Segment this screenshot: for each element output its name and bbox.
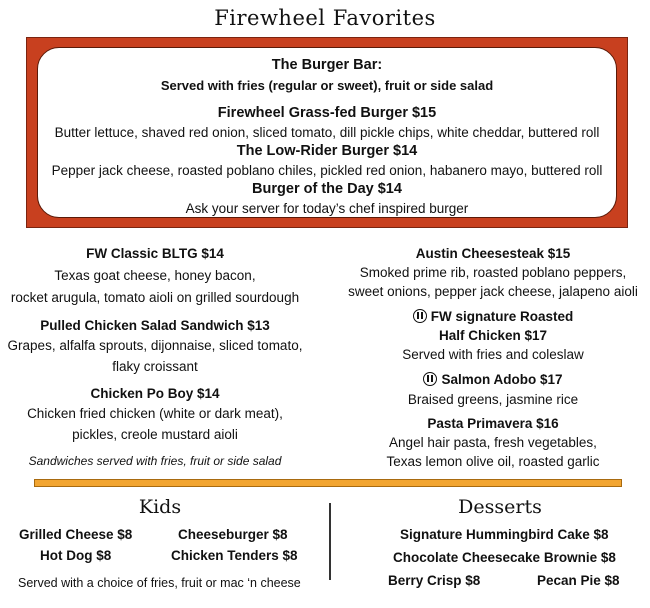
menu-item-description: Served with fries and coleslaw	[402, 347, 584, 362]
menu-item-title: Pasta Primavera $16	[427, 416, 559, 431]
menu-item-description: Smoked prime rib, roasted poblano peppers,	[359, 265, 627, 280]
local-farm-icon	[423, 372, 437, 386]
menu-item-title	[340, 372, 646, 387]
menu-item-title: FW Classic BLTG $14	[86, 246, 224, 261]
section-divider-bar	[34, 479, 622, 487]
menu-item-title: Chicken Po Boy $14	[90, 386, 220, 401]
burger-item-description: Ask your server for today’s chef inspired burger	[185, 201, 469, 216]
menu-item-description: sweet onions, pepper jack cheese, jalapeno aioli	[348, 284, 638, 299]
menu-item-description: Texas goat cheese, honey bacon,	[54, 268, 256, 283]
kids-heading: Kids	[138, 496, 182, 518]
local-farm-icon	[413, 309, 427, 323]
menu-item-description: flaky croissant	[112, 359, 198, 374]
kids-desserts-divider	[329, 503, 331, 580]
menu-item-title: Half Chicken $17	[438, 328, 548, 343]
burger-item-name: Firewheel Grass-fed Burger $15	[217, 105, 437, 121]
desserts-heading: Desserts	[458, 496, 542, 518]
dessert-item: Berry Crisp $8	[388, 573, 481, 588]
page-title: Firewheel Favorites	[214, 6, 436, 30]
menu-item-description: Braised greens, jasmine rice	[407, 392, 579, 407]
menu-item-title-text: Salmon Adobo $17	[441, 372, 563, 387]
burger-item-description: Butter lettuce, shaved red onion, sliced tomato, dill pickle chips, white cheddar, buttered roll	[54, 125, 600, 140]
burger-bar-subheading: Served with fries (regular or sweet), fruit or side salad	[160, 78, 494, 93]
menu-item-title-text: FW signature Roasted	[430, 309, 574, 324]
kids-item: Chicken Tenders $8	[171, 548, 298, 563]
menu-item-description: Chicken fried chicken (white or dark meat),	[27, 406, 283, 421]
burger-item-name: The Low-Rider Burger $14	[236, 143, 418, 159]
dessert-item: Chocolate Cheesecake Brownie $8	[393, 550, 616, 565]
dessert-item: Signature Hummingbird Cake $8	[400, 527, 609, 542]
menu-item-description: Grapes, alfalfa sprouts, dijonnaise, sliced tomato,	[7, 338, 303, 353]
kids-item: Grilled Cheese $8	[19, 527, 133, 542]
dessert-item: Pecan Pie $8	[537, 573, 620, 588]
burger-bar-heading: The Burger Bar:	[271, 57, 383, 73]
menu-item-title: Pulled Chicken Salad Sandwich $13	[40, 318, 270, 333]
menu-item-description: rocket arugula, tomato aioli on grilled sourdough	[10, 290, 300, 305]
menu-item-title	[340, 309, 646, 324]
entree-column-right	[340, 0, 646, 480]
sandwich-note: Sandwiches served with fries, fruit or side salad	[28, 454, 282, 468]
menu-item-description: Texas lemon olive oil, roasted garlic	[386, 454, 600, 469]
kids-item: Cheeseburger $8	[178, 527, 288, 542]
menu-item-title: Austin Cheesesteak $15	[415, 246, 571, 261]
kids-item: Hot Dog $8	[40, 548, 112, 563]
menu-item-description: Angel hair pasta, fresh vegetables,	[389, 435, 597, 450]
burger-item-name: Burger of the Day $14	[252, 181, 402, 197]
burger-item-description: Pepper jack cheese, roasted poblano chiles, pickled red onion, habanero mayo, buttered roll	[51, 163, 603, 178]
menu-item-description: pickles, creole mustard aioli	[72, 427, 238, 442]
kids-note: Served with a choice of fries, fruit or mac ‘n cheese	[18, 576, 301, 590]
sandwich-column-left	[0, 0, 310, 480]
